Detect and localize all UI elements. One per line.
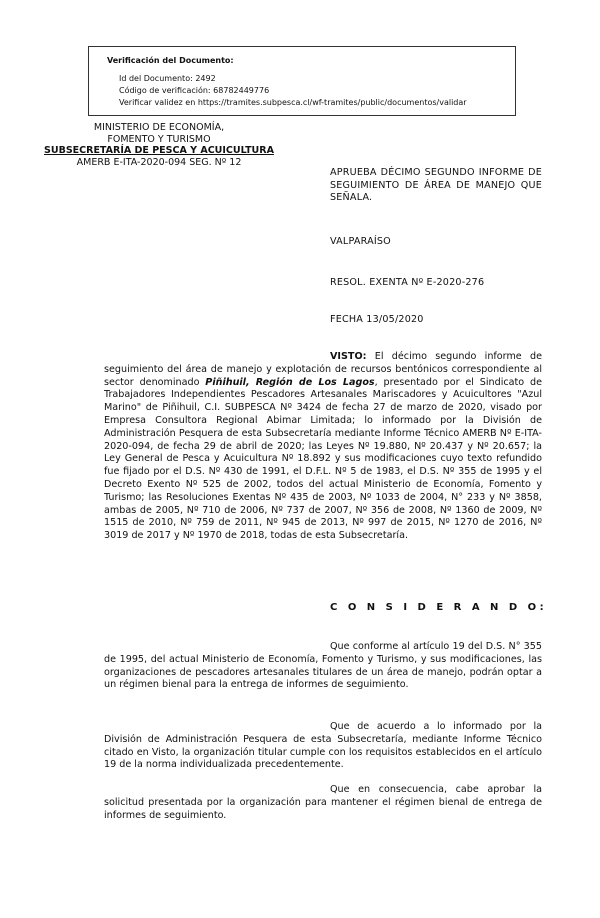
verification-url[interactable]: • Verificar validez en https://tramites.subpesca.cl/wf-tramites/public/documentos/validar bbox=[119, 97, 505, 109]
considerando-heading: C O N S I D E R A N D O: bbox=[330, 602, 548, 613]
visto-paragraph bbox=[104, 351, 542, 543]
considerando-text-1: Que conforme al artículo 19 del D.S. N° 355 de 1995, del actual Ministerio de Economía, Fomento y Turismo, y sus modificaciones, las organizaciones de pescadores artesanales titulares de un área de manejo, podrán optar a un régimen bienal para la entrega de informes de seguimiento. bbox=[104, 641, 542, 691]
verification-code: • Código de verificación: 68782449776 bbox=[119, 85, 505, 97]
considerando-paragraph-1 bbox=[104, 641, 542, 692]
ministry-line2: FOMENTO Y TURISMO bbox=[107, 133, 211, 145]
resolution-subject: APRUEBA DÉCIMO SEGUNDO INFORME DE SEGUIMIENTO DE ÁREA DE MANEJO QUE SEÑALA. bbox=[330, 167, 542, 203]
verification-list bbox=[107, 73, 505, 109]
considerando-paragraph-2 bbox=[104, 721, 542, 772]
visto-place: Piñihuil, Región de Los Lagos bbox=[205, 376, 375, 388]
visto-label: VISTO: bbox=[330, 351, 367, 362]
resolution-number: RESOL. EXENTA Nº E-2020-276 bbox=[330, 277, 485, 288]
verification-box bbox=[88, 46, 516, 116]
ministry-line1: MINISTERIO DE ECONOMÍA, bbox=[93, 122, 225, 133]
visto-text-2: , presentado por el Sindicato de Trabajadores Independientes Pescadores Artesanales Mariscadores y Acuicultores "Azul Marino" de Piñihuil, C.I. SUBPESCA Nº 3424 de fecha 27 de marzo de 2020, visado por Empresa Consultora Regional Abimar Limitada; lo informado por la División de Administración Pesquera de esta Subsecretaría mediante Informe Técnico AMERB Nº E-ITA-2020-094, de fecha 29 de abril de 2020; las Leyes Nº 19.880, Nº 20.437 y Nº 20.657; la Ley General de Pesca y Acuicultura Nº 18.892 y sus modificaciones cuyo texto refundido fue fijado por el D.S. Nº 430 de 1991, el D.F.L. Nº 5 de 1983, el D.S. Nº 355 de 1995 y el Decreto Exento Nº 525 de 2002, todos del actual Ministerio de Economía, Fomento y Turismo; las Resoluciones Exentas Nº 435 de 2003, Nº 1033 de 2004, N° 233 y Nº 3858, ambas de 2005, Nº 710 de 2006, Nº 737 de 2007, Nº 356 de 2008, Nº 1360 de 2009, Nº 1515 de 2010, Nº 759 de 2011, Nº 945 de 2013, Nº 997 de 2015, Nº 1270 de 2016, Nº 3019 de 2017 y Nº 1970 de 2018, todas de esta Subsecretaría. bbox=[104, 376, 542, 542]
reference-number: AMERB E-ITA-2020-094 SEG. Nº 12 bbox=[76, 156, 242, 168]
visto-text-1: El décimo segundo informe de seguimiento del área de manejo y explotación de recursos bentónicos correspondiente al sector denominado bbox=[104, 351, 542, 388]
ministry-header bbox=[36, 122, 282, 168]
subsecretaria-name: SUBSECRETARÍA DE PESCA Y ACUICULTURA bbox=[44, 145, 274, 156]
resolution-date: FECHA 13/05/2020 bbox=[330, 314, 424, 325]
resolution-city: VALPARAÍSO bbox=[330, 236, 391, 247]
considerando-paragraph-3 bbox=[104, 784, 542, 822]
verification-title: Verificación del Documento: bbox=[107, 56, 234, 65]
considerando-text-3: Que en consecuencia, cabe aprobar la solicitud presentada por la organización para mantener el régimen bienal de entrega de informes de seguimiento. bbox=[104, 784, 542, 821]
document-id: • Id del Documento: 2492 bbox=[119, 73, 505, 85]
considerando-text-2: Que de acuerdo a lo informado por la División de Administración Pesquera de esta Subsecretaría, mediante Informe Técnico citado en Visto, la organización titular cumple con los requisitos establecidos en el artículo 19 de la norma individualizada precedentemente. bbox=[104, 721, 542, 771]
